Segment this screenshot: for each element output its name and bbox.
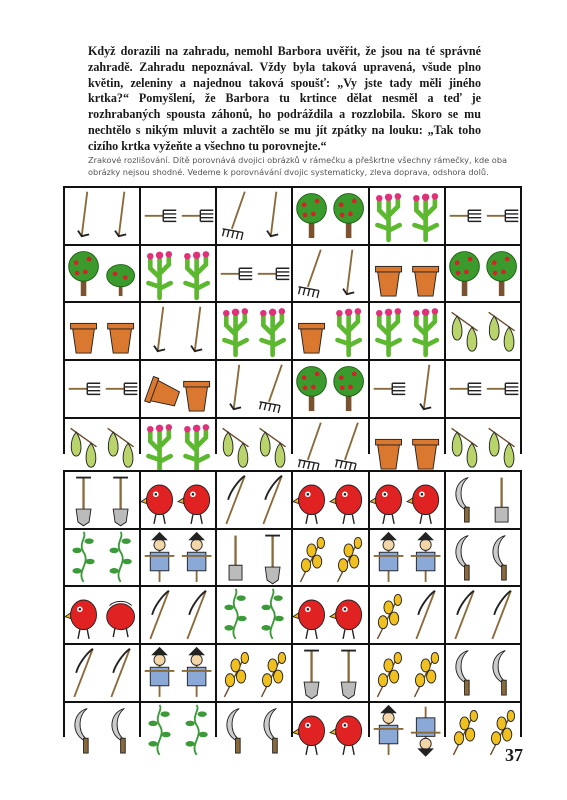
cactus-icon [184, 424, 209, 471]
scarecrow-icon [373, 704, 403, 754]
fork-icon [487, 210, 519, 221]
sickle-icon [493, 650, 506, 694]
cactus-icon [260, 308, 285, 355]
scarecrow_inv-icon [410, 706, 440, 756]
comparison-grid-field [63, 470, 522, 737]
sickle-icon [112, 708, 125, 752]
garden-cell-r5-c3[interactable] [217, 419, 291, 475]
field-cell-r4-c5[interactable] [370, 645, 444, 701]
cactus-icon [413, 193, 438, 240]
garden-cell-r5-c6[interactable] [446, 419, 520, 475]
garden-cell-r3-c4[interactable] [293, 303, 367, 359]
tree-icon [334, 194, 364, 239]
fork-icon [450, 383, 482, 394]
hoe-icon [420, 365, 431, 410]
vine-icon [262, 589, 284, 639]
garden-cell-r5-c4[interactable] [293, 419, 367, 475]
field-cell-r1-c5[interactable] [370, 472, 444, 528]
field-cell-r1-c3[interactable] [217, 472, 291, 528]
garden-cell-r1-c6[interactable] [446, 188, 520, 244]
garden-cell-r4-c2[interactable] [141, 361, 215, 417]
scarecrow-icon [373, 531, 403, 581]
sprig-icon [262, 652, 286, 696]
garden-cell-r1-c5[interactable] [370, 188, 444, 244]
field-cell-r3-c5[interactable] [370, 587, 444, 643]
scythe-icon [188, 591, 207, 639]
cactus-icon [184, 251, 209, 298]
sprig-icon [414, 652, 438, 697]
sickle-icon [456, 650, 469, 694]
field-cell-r4-c1[interactable] [65, 645, 139, 701]
vine-icon [109, 531, 131, 581]
cactus-icon [376, 193, 401, 240]
fork-icon [373, 383, 405, 394]
bird-icon [370, 485, 402, 524]
garden-cell-r4-c3[interactable] [217, 361, 291, 417]
spade-icon [229, 535, 242, 579]
fork-icon [69, 383, 101, 394]
sickle-icon [227, 708, 240, 752]
instruction-caption: Zrakové rozlišování. Dítě porovnává dvojici obrázků v rámečku a přeškrtne všechny rámečky, kde oba obrázky nejsou shodné. Vedeme k porovnávání dvojic systematicky, zleva doprava, odshora dolů. [88, 155, 508, 177]
field-cell-r5-c2[interactable] [141, 703, 215, 759]
shovel-icon [342, 650, 357, 698]
sickle-icon [264, 708, 277, 752]
hoe-icon [230, 365, 241, 409]
field-cell-r5-c1[interactable] [65, 703, 139, 759]
pear-icon [223, 428, 249, 467]
shovel-icon [266, 535, 281, 583]
vine-icon [225, 589, 247, 639]
cactus-icon [376, 308, 401, 355]
field-cell-r4-c4[interactable] [293, 645, 367, 701]
pot-icon [184, 381, 210, 411]
sprig-icon [225, 652, 249, 696]
field-cell-r1-c4[interactable] [293, 472, 367, 528]
bird-icon [293, 715, 325, 754]
field-cell-r1-c1[interactable] [65, 472, 139, 528]
fork-icon [145, 210, 177, 221]
garden-cell-r2-c1[interactable] [65, 246, 139, 302]
rake-icon [299, 249, 321, 297]
garden-cell-r4-c5[interactable] [370, 361, 444, 417]
hoe-icon [267, 192, 278, 236]
field-cell-r2-c6[interactable] [446, 530, 520, 586]
garden-cell-r1-c1[interactable] [65, 188, 139, 244]
fork-icon [487, 383, 519, 394]
hoe-icon [115, 192, 126, 236]
scarecrow-icon [145, 647, 175, 697]
scarecrow-icon [182, 647, 212, 697]
pot-icon [375, 266, 401, 296]
pear-icon [451, 313, 477, 352]
field-cell-r1-c2[interactable] [141, 472, 215, 528]
bird-icon [178, 485, 210, 524]
vine-icon [72, 531, 94, 581]
sprig-icon [453, 710, 477, 754]
vine-icon [186, 704, 208, 754]
garden-cell-r3-c1[interactable] [65, 303, 139, 359]
field-cell-r2-c3[interactable] [217, 530, 291, 586]
story-paragraph: Když dorazili na zahradu, nemohl Barbora uvěřit, že jsou na té správné zahradě. Zahradu nepoznával. Vždy byla taková upravená, všude plno květin, zeleniny a najednou taková spoušť: „Vy jste tady měli jiného krtka?“ Pomyšlení, že Barbora tu krtince dělat nesměl a teď je rozhrabaných spousta záhonů, ho podráždila a rozzlobila. Skoro se mu nechtělo s nikým mluvit a zachtělo se mu jít zpátky na louku: „Tak toho cizího krtka vyžeňte a všechno tu porovnejte.“ [88, 44, 481, 153]
garden-cell-r3-c6[interactable] [446, 303, 520, 359]
scythe-icon [227, 476, 246, 524]
scarecrow-icon [410, 531, 440, 581]
pear-icon [71, 428, 97, 467]
scythe-icon [455, 591, 474, 639]
pot-icon [412, 266, 438, 296]
tree-icon [487, 251, 517, 295]
spade-icon [495, 478, 508, 522]
garden-cell-r3-c3[interactable] [217, 303, 291, 359]
pot-icon [108, 324, 134, 354]
shovel-icon [76, 478, 91, 526]
bird-icon [331, 600, 363, 639]
field-cell-r2-c5[interactable] [370, 530, 444, 586]
tree-icon [450, 251, 480, 295]
field-cell-r2-c4[interactable] [293, 530, 367, 586]
sprig-icon [377, 595, 401, 640]
scythe-icon [416, 591, 435, 639]
rake-icon [336, 422, 358, 470]
comparison-grid-garden [63, 186, 522, 454]
bird-icon [65, 600, 97, 639]
field-cell-r2-c1[interactable] [65, 530, 139, 586]
fork-icon [106, 383, 138, 394]
pot_tipped-icon [145, 376, 182, 411]
scarecrow-icon [182, 531, 212, 581]
garden-cell-r5-c1[interactable] [65, 419, 139, 475]
pot-icon [299, 324, 325, 354]
pear-icon [260, 428, 286, 467]
shovel-icon [113, 478, 128, 526]
garden-cell-r5-c5[interactable] [370, 419, 444, 475]
sprig-icon [338, 537, 362, 582]
garden-cell-r1-c4[interactable] [293, 188, 367, 244]
fork-icon [258, 268, 290, 279]
field-cell-r1-c6[interactable] [446, 472, 520, 528]
pot-icon [412, 439, 438, 469]
field-cell-r5-c4[interactable] [293, 703, 367, 759]
scythe-icon [150, 591, 169, 639]
field-cell-r3-c6[interactable] [446, 587, 520, 643]
garden-cell-r4-c1[interactable] [65, 361, 139, 417]
pear-icon [108, 428, 134, 467]
shovel-icon [305, 650, 320, 698]
bird-icon [407, 485, 439, 524]
field-cell-r4-c6[interactable] [446, 645, 520, 701]
fork-icon [182, 210, 214, 221]
page-number: 37 [505, 745, 523, 765]
pear-icon [488, 428, 514, 467]
field-cell-r4-c3[interactable] [217, 645, 291, 701]
scythe-icon [264, 476, 283, 524]
garden-cell-r2-c4[interactable] [293, 246, 367, 302]
pear-icon [451, 428, 477, 467]
garden-cell-r2-c6[interactable] [446, 246, 520, 302]
sickle-icon [456, 478, 469, 522]
fork-icon [450, 210, 482, 221]
bird-icon [141, 485, 173, 524]
rake-icon [223, 192, 245, 240]
field-cell-r5-c3[interactable] [217, 703, 291, 759]
cactus-icon [223, 308, 248, 355]
bird-icon [293, 485, 325, 524]
hoe-icon [154, 307, 165, 352]
garden-cell-r1-c3[interactable] [217, 188, 291, 244]
garden-cell-r3-c2[interactable] [141, 303, 215, 359]
sprig-icon [301, 537, 325, 582]
scythe-icon [74, 649, 93, 697]
garden-cell-r3-c5[interactable] [370, 303, 444, 359]
rake-icon [299, 422, 321, 470]
garden-cell-r5-c2[interactable] [141, 419, 215, 475]
hoe-icon [191, 307, 202, 352]
sickle-icon [456, 535, 469, 579]
tree-icon [297, 194, 327, 239]
garden-cell-r1-c2[interactable] [141, 188, 215, 244]
scarecrow-icon [145, 531, 175, 581]
rake-icon [260, 365, 282, 413]
field-cell-r3-c2[interactable] [141, 587, 215, 643]
field-cell-r3-c4[interactable] [293, 587, 367, 643]
field-cell-r3-c1[interactable] [65, 587, 139, 643]
field-cell-r4-c2[interactable] [141, 645, 215, 701]
tree-icon [69, 251, 99, 295]
cactus-icon [147, 424, 172, 471]
sickle-icon [75, 708, 88, 752]
bush-icon [107, 264, 135, 296]
vine-icon [149, 704, 171, 754]
cactus-icon [337, 308, 362, 355]
bird_back-icon [107, 602, 135, 638]
garden-cell-r2-c2[interactable] [141, 246, 215, 302]
bird-icon [331, 715, 363, 754]
scythe-icon [492, 591, 511, 639]
tree-icon [334, 366, 364, 411]
fork-icon [221, 268, 253, 279]
sprig-icon [377, 652, 401, 697]
tree-icon [297, 366, 327, 411]
pot-icon [375, 439, 401, 469]
garden-cell-r4-c4[interactable] [293, 361, 367, 417]
field-cell-r2-c2[interactable] [141, 530, 215, 586]
hoe-icon [344, 249, 355, 294]
garden-cell-r2-c3[interactable] [217, 246, 291, 302]
scythe-icon [111, 649, 130, 697]
cactus-icon [147, 251, 172, 298]
sickle-icon [493, 535, 506, 579]
bird-icon [331, 485, 363, 524]
bird-icon [293, 600, 325, 639]
pear-icon [488, 313, 514, 352]
cactus-icon [413, 308, 438, 355]
hoe-icon [78, 192, 89, 236]
field-cell-r5-c5[interactable] [370, 703, 444, 759]
garden-cell-r2-c5[interactable] [370, 246, 444, 302]
field-cell-r3-c3[interactable] [217, 587, 291, 643]
garden-cell-r4-c6[interactable] [446, 361, 520, 417]
pot-icon [71, 324, 97, 354]
